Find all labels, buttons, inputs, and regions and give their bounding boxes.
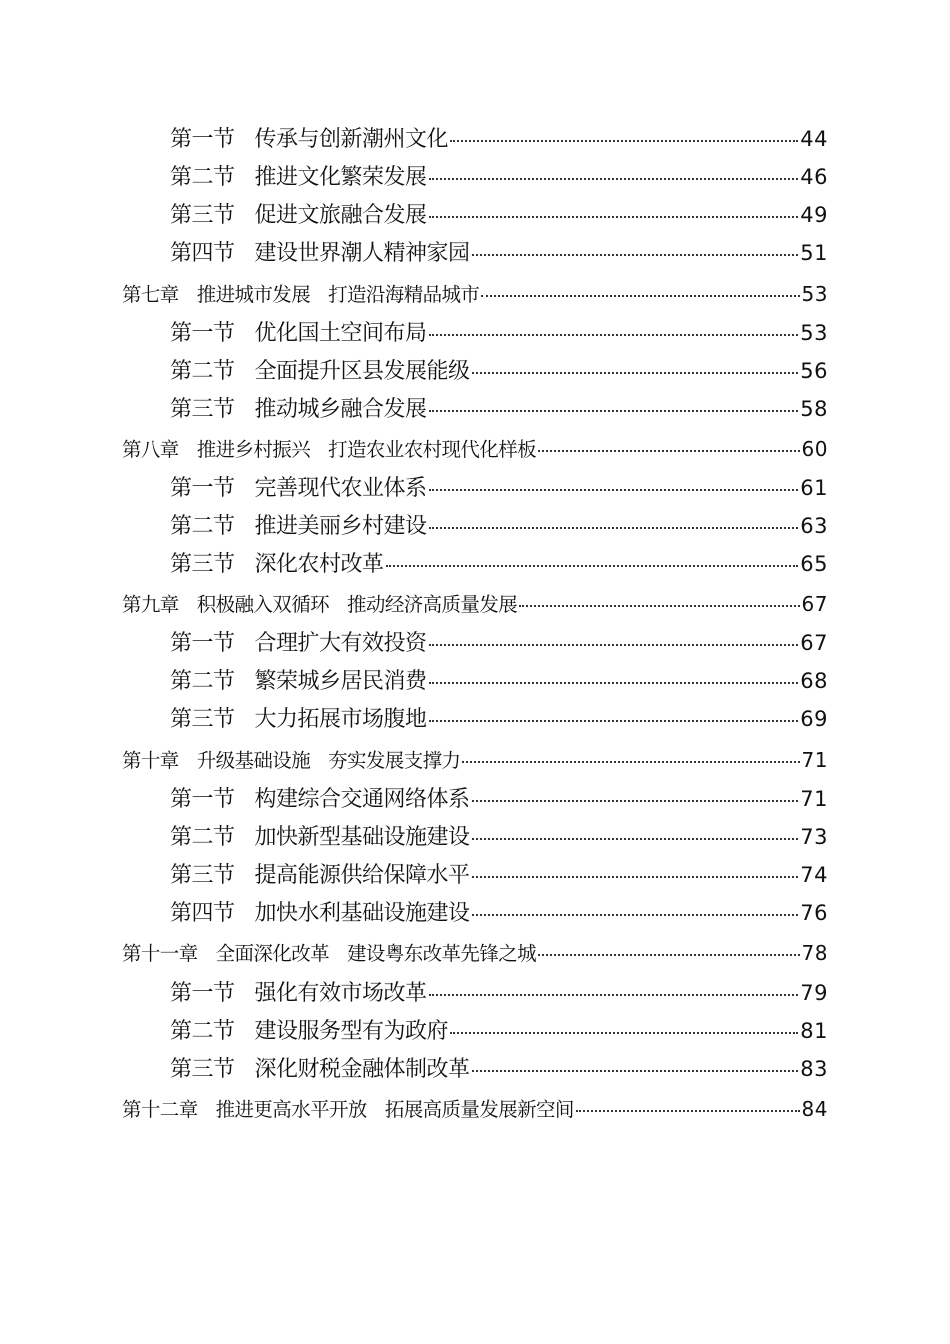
toc-entry-section[interactable] [170, 122, 828, 153]
toc-entry-section[interactable] [170, 547, 828, 578]
toc-label [170, 547, 384, 578]
toc-title: 推进更高水平开放 [215, 1098, 367, 1121]
toc-title: 加快水利基础设施建设 [254, 901, 470, 926]
toc-label [170, 198, 427, 229]
toc-page-number: 56 [800, 359, 828, 383]
toc-number: 第三节 [170, 552, 235, 577]
toc-page-number: 84 [801, 1097, 828, 1121]
toc-title: 全面深化改革 [215, 942, 330, 965]
toc-page-number: 44 [800, 127, 828, 151]
toc-label [122, 745, 460, 773]
toc-title: 推进城市发展 [196, 283, 311, 306]
leader-dots [472, 838, 799, 840]
leader-dots [472, 372, 799, 374]
toc-page-number: 53 [800, 321, 828, 345]
toc-page-number: 63 [800, 514, 828, 538]
toc-number: 第二节 [170, 165, 235, 190]
toc-title: 全面提升区县发展能级 [254, 359, 470, 384]
leader-dots [481, 295, 799, 297]
toc-title: 深化农村改革 [254, 552, 384, 577]
toc-subtitle: 夯实发展支撑力 [328, 749, 461, 772]
leader-dots [472, 876, 799, 878]
toc-page-number: 58 [800, 397, 828, 421]
toc-entry-chapter[interactable] [122, 1094, 828, 1122]
toc-number: 第一节 [170, 321, 235, 346]
toc-entry-section[interactable] [170, 1052, 828, 1083]
toc-title: 促进文旅融合发展 [254, 203, 427, 228]
toc-subtitle: 推动经济高质量发展 [347, 593, 518, 616]
leader-dots [429, 994, 799, 996]
toc-title: 建设服务型有为政府 [254, 1019, 449, 1044]
toc-label [170, 392, 427, 423]
toc-number: 第二节 [170, 514, 235, 539]
toc-label [170, 354, 470, 385]
toc-entry-section[interactable] [170, 626, 828, 657]
toc-subtitle: 建设粤东改革先锋之城 [347, 942, 537, 965]
toc-label [122, 938, 536, 966]
toc-number: 第二节 [170, 359, 235, 384]
toc-title: 推进文化繁荣发展 [254, 165, 427, 190]
toc-label [170, 782, 470, 813]
toc-entry-chapter[interactable] [122, 589, 828, 617]
toc-page-number: 73 [800, 825, 828, 849]
leader-dots [429, 682, 799, 684]
toc-entry-section[interactable] [170, 664, 828, 695]
toc-page-number: 61 [800, 476, 828, 500]
toc-number: 第七章 [122, 283, 179, 306]
toc-number: 第十章 [122, 749, 179, 772]
leader-dots [429, 644, 799, 646]
leader-dots [462, 761, 799, 763]
leader-dots [576, 1110, 800, 1112]
toc-label [170, 160, 427, 191]
toc-entry-section[interactable] [170, 509, 828, 540]
leader-dots [538, 450, 800, 452]
toc-number: 第四节 [170, 241, 235, 266]
toc-entry-chapter[interactable] [122, 434, 828, 462]
toc-page-number: 74 [800, 863, 828, 887]
leader-dots [538, 954, 800, 956]
toc-number: 第十一章 [122, 942, 198, 965]
toc-title: 强化有效市场改革 [254, 981, 427, 1006]
toc-title: 繁荣城乡居民消费 [254, 669, 427, 694]
toc-entry-section[interactable] [170, 858, 828, 889]
toc-page-number: 79 [800, 981, 828, 1005]
toc-page-number: 76 [800, 901, 828, 925]
toc-label [170, 509, 427, 540]
toc-title: 建设世界潮人精神家园 [254, 241, 470, 266]
toc-number: 第一节 [170, 476, 235, 501]
toc-title: 大力拓展市场腹地 [254, 707, 427, 732]
toc-number: 第二节 [170, 669, 235, 694]
toc-entry-section[interactable] [170, 316, 828, 347]
toc-title: 传承与创新潮州文化 [254, 127, 449, 152]
toc-page-number: 60 [801, 437, 828, 461]
toc-label [122, 1094, 574, 1122]
toc-page-number: 65 [800, 552, 828, 576]
leader-dots [429, 216, 799, 218]
toc-entry-section[interactable] [170, 702, 828, 733]
leader-dots [429, 178, 799, 180]
toc-title: 完善现代农业体系 [254, 476, 427, 501]
toc-entry-section[interactable] [170, 820, 828, 851]
toc-number: 第一节 [170, 127, 235, 152]
toc-entry-section[interactable] [170, 471, 828, 502]
toc-title: 优化国土空间布局 [254, 321, 427, 346]
toc-number: 第八章 [122, 438, 179, 461]
toc-entry-section[interactable] [170, 354, 828, 385]
toc-page-number: 71 [801, 748, 828, 772]
toc-entry-chapter[interactable] [122, 938, 828, 966]
toc-page-number: 49 [800, 203, 828, 227]
toc-title: 合理扩大有效投资 [254, 631, 427, 656]
toc-entry-chapter[interactable] [122, 745, 828, 773]
toc-label [122, 589, 517, 617]
leader-dots [472, 1070, 799, 1072]
toc-title: 加快新型基础设施建设 [254, 825, 470, 850]
toc-label [170, 316, 427, 347]
leader-dots [472, 914, 799, 916]
toc-page-number: 51 [800, 241, 828, 265]
toc-label [122, 434, 536, 462]
toc-label [170, 1052, 470, 1083]
toc-entry-section[interactable] [170, 1014, 828, 1045]
toc-label [170, 122, 448, 153]
toc-title: 深化财税金融体制改革 [254, 1057, 470, 1082]
leader-dots [429, 720, 799, 722]
toc-title: 构建综合交通网络体系 [254, 787, 470, 812]
toc-number: 第九章 [122, 593, 179, 616]
toc-page-number: 78 [801, 941, 828, 965]
toc-entry-section[interactable] [170, 976, 828, 1007]
leader-dots [429, 527, 799, 529]
toc-label [170, 858, 470, 889]
toc-title: 推进美丽乡村建设 [254, 514, 427, 539]
toc-entry-section[interactable] [170, 896, 828, 927]
toc-number: 第三节 [170, 397, 235, 422]
toc-entry-section[interactable] [170, 236, 828, 267]
toc-label [122, 279, 479, 307]
toc-label [170, 820, 470, 851]
leader-dots [450, 1032, 798, 1034]
toc-number: 第二节 [170, 825, 235, 850]
toc-label [170, 1014, 448, 1045]
toc-number: 第一节 [170, 631, 235, 656]
toc-page-number: 53 [801, 282, 828, 306]
toc-page-number: 71 [800, 787, 828, 811]
toc-number: 第二节 [170, 1019, 235, 1044]
toc-number: 第一节 [170, 981, 235, 1006]
leader-dots [519, 605, 799, 607]
toc-page-number: 46 [800, 165, 828, 189]
toc-number: 第一节 [170, 787, 235, 812]
toc-label [170, 976, 427, 1007]
toc-number: 第三节 [170, 203, 235, 228]
toc-title: 推动城乡融合发展 [254, 397, 427, 422]
toc-title: 推进乡村振兴 [196, 438, 311, 461]
toc-subtitle: 拓展高质量发展新空间 [384, 1098, 574, 1121]
leader-dots [450, 140, 798, 142]
toc-page-number: 69 [800, 707, 828, 731]
leader-dots [386, 565, 799, 567]
toc-page-number: 67 [801, 592, 828, 616]
toc-number: 第三节 [170, 1057, 235, 1082]
toc-label [170, 664, 427, 695]
toc-number: 第四节 [170, 901, 235, 926]
toc-entry-section[interactable] [170, 392, 828, 423]
leader-dots [429, 410, 799, 412]
leader-dots [429, 334, 799, 336]
toc-entry-section[interactable] [170, 160, 828, 191]
toc-number: 第三节 [170, 863, 235, 888]
leader-dots [472, 800, 799, 802]
toc-subtitle: 打造农业农村现代化样板 [328, 438, 537, 461]
toc-label [170, 471, 427, 502]
toc-page-number: 68 [800, 669, 828, 693]
leader-dots [429, 489, 799, 491]
toc-page-number: 83 [800, 1057, 828, 1081]
toc-page-number: 81 [800, 1019, 828, 1043]
toc-entry-section[interactable] [170, 198, 828, 229]
toc-label [170, 626, 427, 657]
toc-entry-chapter[interactable] [122, 279, 828, 307]
toc-label [170, 896, 470, 927]
toc-page-number: 67 [800, 631, 828, 655]
toc-number: 第三节 [170, 707, 235, 732]
leader-dots [472, 254, 799, 256]
toc-label [170, 702, 427, 733]
toc-title: 提高能源供给保障水平 [254, 863, 470, 888]
toc-entry-section[interactable] [170, 782, 828, 813]
toc-title: 积极融入双循环 [196, 593, 330, 616]
toc-subtitle: 打造沿海精品城市 [328, 283, 480, 306]
toc-title: 升级基础设施 [196, 749, 311, 772]
toc-label [170, 236, 470, 267]
toc-number: 第十二章 [122, 1098, 198, 1121]
